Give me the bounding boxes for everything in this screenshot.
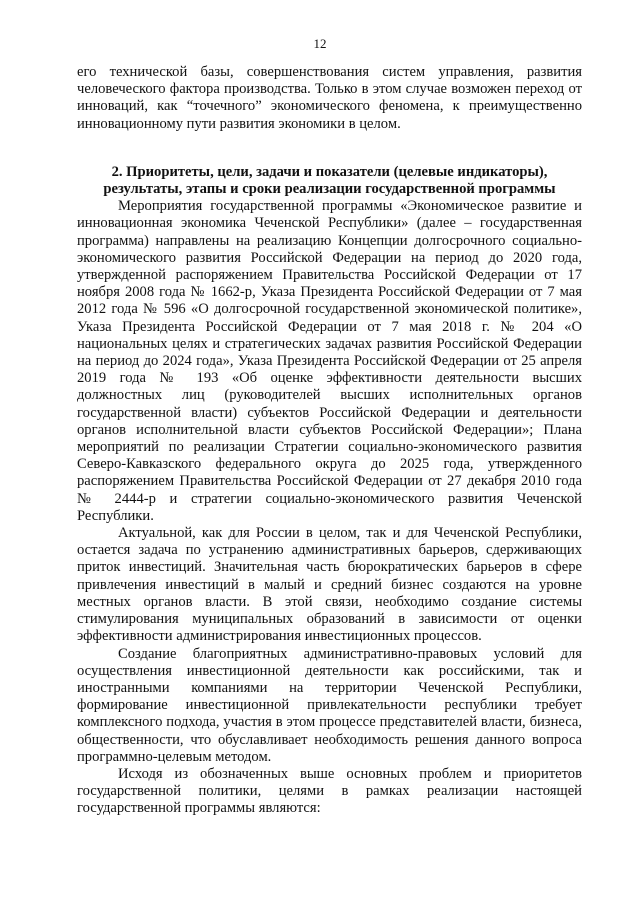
intro-paragraph: его технической базы, совершенствования систем управления, развития человеческого фактора производства. Только в этом случае возможен переход от инноваций, как “точечного” экономического феномена, к преимущественно инновационному пути развития экономики в целом.: [77, 64, 582, 132]
paragraph-program-measures: Мероприятия государственной программы «Экономическое развитие и инновационная экономика Чеченской Республики» (далее – государственная программа) направлены на реализацию Концепции долгосрочного социально-экономического развития Российской Федерации на период до 2020 года, утвержденной распоряжением Правительства Российской Федерации от 17 ноября 2008 года № 1662-р, Указа Президента Российской Федерации от 7 мая 2012 года № 596 «О долгосрочной государственной экономической политике», Указа Президента Российской Федерации от 7 мая 2018 г. № 204 «О национальных целях и стратегических задачах развития Российской Федерации на период до 2024 года», Указа Президента Российской Федерации от 25 апреля 2019 года № 193 «Об оценке эффективности деятельности высших должностных лиц (руководителей высших исполнительных органов государственной власти) субъектов Российской Федерации и деятельности органов исполнительной власти субъектов Российской Федерации»; Плана мероприятий по реализации Стратегии социально-экономического развития Северо-Кавказского федерального округа до 2025 года, утвержденного распоряжением Правительства Российской Федерации от 27 декабря 2010 года № 2444-р и стратегии социально-экономического развития Чеченской Республики.: [77, 198, 582, 524]
section-heading-line-2: результаты, этапы и сроки реализации государственной программы: [103, 181, 556, 198]
paragraph-investment-conditions: Создание благоприятных административно-правовых условий для осуществления инвестиционной деятельности как российскими, так и иностранными компаниями на территории Чеченской Республики, формирование инвестиционной привлекательности республики требует комплексного подхода, участия в этом процессе представителей власти, бизнеса, общественности, что обуславливает необходимость решения данного вопроса программно-целевым методом.: [77, 645, 582, 765]
section-heading: [77, 164, 582, 198]
paragraph-administrative-barriers: Актуальной, как для России в целом, так и для Чеченской Республики, остается задача по устранению административных барьеров, сдерживающих приток инвестиций. Значительная часть бюрократических барьеров в сфере привлечения инвестиций в малый и средний бизнес создаются на уровне местных органов власти. В этой связи, необходимо создание системы стимулирования муниципальных образований в зависимости от оценки эффективности администрирования инвестиционных процессов.: [77, 525, 582, 645]
document-body: [77, 64, 582, 818]
page-number: 12: [313, 36, 327, 51]
section-heading-line-1: 2. Приоритеты, цели, задачи и показатели (целевые индикаторы),: [111, 163, 548, 180]
paragraph-program-goals: Исходя из обозначенных выше основных проблем и приоритетов государственной политики, целями в рамках реализации настоящей государственной программы являются:: [77, 765, 582, 817]
